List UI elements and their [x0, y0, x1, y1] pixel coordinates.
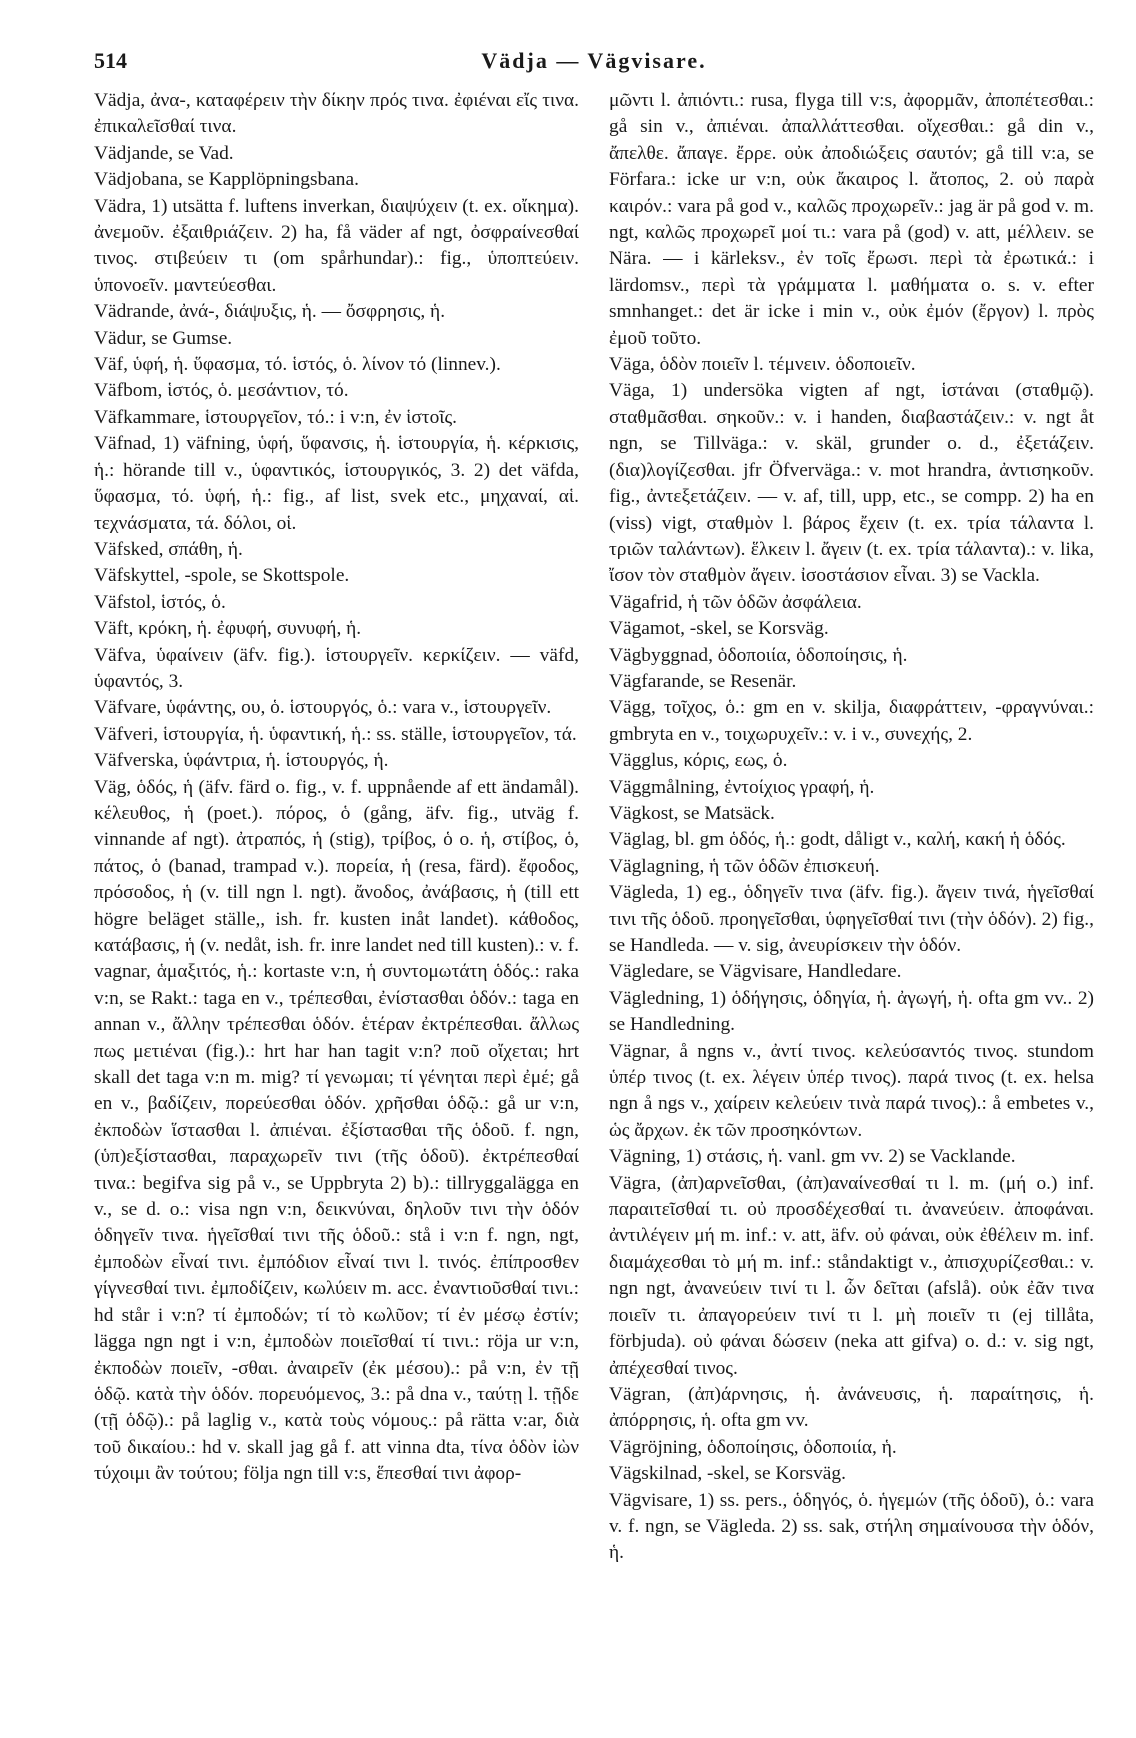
dictionary-entry: Vädur, se Gumse. [94, 327, 233, 349]
dictionary-entry: μῶντι l. ἀπιόντι.: rusa, flyga till v:s, ἀφορμᾶν, ἀποπέτεσθαι.: gå sin v., ἀπιέναι. ἀπαλλάττεσθαι. οἴχεσθαι.: gå din v., ἄπελθε. ἄπαγε. ἔρρε. οὐκ ἀποδιώξεις σαυτόν; gå till v:a, se Förfara.: icke ur v:n, οὐκ ἄκαιρος l. ἄτοπος, 2. οὐ παρὰ καιρόν.: vara på god v., καλῶς προχωρεῖν.: jag är på god v. m. ngt, καλῶς προχωρεῖ μοί τι.: vara på (god) v. att, μέλλειν. se Nära. — i kärleksv., ἐν τοῖς ἔρωσι. περὶ τὰ ἐρωτικά.: i lärdomsv., περὶ τὰ γράμματα l. μαθήματα o. s. v. efter smnhanget.: det är icke i min v., οὐκ ἐμόν (ἔργον) l. πρὸς ἐμοῦ τοῦτο. [609, 90, 1094, 349]
dictionary-entry: Väfvare, ὑφάντης, ου, ὁ. ἱστουργός, ὁ.: vara v., ἱστουργεῖν. [94, 697, 552, 719]
dictionary-entry: Vägamot, -skel, se Korsväg. [609, 618, 829, 640]
dictionary-entry: Vägskilnad, -skel, se Korsväg. [609, 1463, 846, 1485]
dictionary-entry: Väg, ὁδός, ἡ (äfv. färd o. fig., v. f. uppnående af ett ändamål). κέλευθος, ἡ (poet.). πόρος, ὁ (gång, äfv. fig., utväg f. vinnande af ngt). ἀτραπός, ἡ (stig), τρίβος, ὁ o. ἡ, στίβος, ὁ, πάτος, ὁ (banad, trampad v.). πορεία, ἡ (resa, färd). ἔφοδος, πρόσοδος, ἡ (v. till ngn l. ngt). ἄνοδος, ἀνάβασις, ἡ (till ett högre beläget ställe,, ish. fr. kusten inåt landet). κάθοδος, κατάβασις, ἡ (v. nedåt, ish. fr. inre landet ned till kusten).: v. f. vagnar, ἁμαξιτός, ἡ.: kortaste v:n, ἡ συντομωτάτη ὁδός.: raka v:n, se Rakt.: taga en v., τρέπεσθαι, ἐνίστασθαι ὁδόν.: taga en annan v., ἄλλην τρέπεσθαι ὁδόν. ἑτέραν ἐκτρέπεσθαι. ἄλλως πως μετιέναι (fig.).: hrt har han tagit v:n? ποῦ οἴχεται; hrt skall det taga v:n m. mig? τί γενωμαι; τί γένηται περὶ ἐμέ; gå en v., βαδίζειν, πορεύεσθαι ὁδόν. χρῆσθαι ὁδῷ.: gå ur v:n, ἐκποδὼν ἵστασθαι l. ἀπιέναι. ἐξίστασθαι τῆς ὁδοῦ. f. ngn, (ὑπ)εξίστασθαι, παραχωρεῖν τινι (τῆς ὁδοῦ). ἐκτρέπεσθαί τινα.: begifva sig på v., se Uppbryta 2) b).: tillryggalägga en v., se d. o.: visa ngn v:n, δεικνύναι, δηλοῦν τινι τὴν ὁδόν ὁδηγεῖν τινα. ἡγεῖσθαί τινι τῆς ὁδοῦ.: stå i v:n f. ngn, ngt, ἐμποδὼν εἶναί τινι. ἐμπόδιον εἶναί τινι l. τινός. ἐπίπροσθεν γίγνεσθαί τινι. ἐμποδίζειν, κωλύειν m. acc. ἐναντιοῦσθαί τινι.: hd står i v:n? τί ἐμποδών; τί τὸ κωλῦον; τί ἐν μέσῳ ἐστίν; lägga ngn ngt i v:n, ἐμποδὼν ποιεῖσθαί τί τινι.: röja ur v:n, ἐκποδὼν ποιεῖν, -σθαι. ἀναιρεῖν (ἐκ μέσου).: på v:n, ἐν τῇ ὁδῷ. κατὰ τὴν ὁδόν. πορευόμενος, 3.: på dna v., ταύτῃ l. τῇδε (τῇ ὁδῷ).: på laglig v., κατὰ τοὺς νόμους.: på rätta v:ar, διὰ τοῦ δικαίου.: hd v. skall jag gå f. att vinna dta, τίνα ὁδὸν ἰὼν τύχοιμι ἂν τούτου; följa ngn till v:s, ἕπεσθαί τινι ἀφορ- [94, 776, 579, 1485]
dictionary-entry: Vägleda, 1) eg., ὁδηγεῖν τινα (äfv. fig.). ἄγειν τινά, ἡγεῖσθαί τινι τῆς ὁδοῦ. προηγεῖσθαι, ὑφηγεῖσθαί τινι (τὴν ὁδόν). 2) fig., se Handleda. — v. sig, ἀνευρίσκειν τὴν ὁδόν. [609, 882, 1094, 956]
dictionary-entry: Vägg, τοῖχος, ὁ.: gm en v. skilja, διαφράττειν, -φραγνύναι.: gmbryta en v., τοιχωρυχεῖν.: v. i v., συνεχής, 2. [609, 697, 1094, 745]
dictionary-entry: Vägbyggnad, ὁδοποιία, ὁδοποίησις, ἡ. [609, 644, 908, 666]
dictionary-entry: Väfskyttel, -spole, se Skottspole. [94, 565, 350, 587]
dictionary-entry: Väglag, bl. gm ὁδός, ἡ.: godt, dåligt v., καλή, κακή ἡ ὁδός. [609, 829, 1066, 851]
dictionary-entry: Väfsked, σπάθη, ἡ. [94, 538, 243, 560]
dictionary-entry: Väfnad, 1) väfning, ὑφή, ὕφανσις, ἡ. ἱστουργία, ἡ. κέρκισις, ἡ.: hörande till v., ὑφαντικός, ἱστουργικός, 3. 2) det väfda, ὕφασμα, τό. ὑφή, ἡ.: fig., af list, svek etc., μηχαναί, αἱ. τεχνάσματα, τά. δόλοι, οἱ. [94, 433, 579, 534]
dictionary-entry: Väga, 1) undersöka vigten af ngt, ἱστάναι (σταθμῷ). σταθμᾶσθαι. σηκοῦν.: v. i handen, διαβαστάζειν.: v. ngt åt ngn, se Tillväga.: v. skäl, grunder o. d., ἐξετάζειν. (δια)λογίζεσθαι. jfr Öfverväga.: v. mot hrandra, ἀντισηκοῦν. fig., ἀντεξετάζειν. — v. af, till, upp, etc., se compp. 2) ha en (viss) vigt, σταθμὸν l. βάρος ἔχειν (t. ex. τρία τάλαντα l. τριῶν ταλάντων). ἕλκειν l. ἄγειν (t. ex. τρία τάλαντα).: v. lika, ἴσον τὸν σταθμὸν ἄγειν. ἰσοστάσιον εἶναι. 3) se Vackla. [609, 380, 1094, 587]
dictionary-entry: Väft, κρόκη, ἡ. ἐφυφή, συνυφή, ἡ. [94, 618, 362, 640]
dictionary-entry: Vägran, (ἀπ)άρνησις, ἡ. ἀνάνευσις, ἡ. παραίτησις, ἡ. ἀπόρρησις, ἡ. ofta gm vv. [609, 1383, 1094, 1432]
dictionary-entry: Väfbom, ἱστός, ὁ. μεσάντιον, τό. [94, 380, 349, 402]
left-column [94, 88, 579, 1488]
dictionary-entry: Vädrande, ἀνά-, διάψυξις, ἡ. — ὄσφρησις, ἡ. [94, 301, 446, 323]
dictionary-entry: Väfstol, ἱστός, ὁ. [94, 591, 226, 613]
dictionary-entry: Vägfarande, se Resenär. [609, 670, 797, 692]
dictionary-entry: Vädjande, se Vad. [94, 142, 234, 164]
dictionary-entry: Vädja, ἀνα-, καταφέρειν τὴν δίκην πρός τινα. ἐφιέναι εἴς τινα. ἐπικαλεῖσθαί τινα. [94, 90, 579, 138]
dictionary-entry: Vägledning, 1) ὁδήγησις, ὁδηγία, ἡ. ἀγωγή, ἡ. ofta gm vv.. 2) se Handledning. [609, 987, 1094, 1036]
dictionary-entry: Vägra, (ἀπ)αρνεῖσθαι, (ἀπ)αναίνεσθαί τι l. m. (μή o.) inf. παραιτεῖσθαί τι. οὐ προσδέχεσθαί τι. ἀνανεύειν. ἀποφάναι. ἀντιλέγειν μή m. inf.: v. att, äfv. οὐ φάναι, οὐκ ἐθέλειν m. inf. διαμάχεσθαι τὸ μή m. inf.: ståndaktigt v., ἀπισχυρίζεσθαι.: v. ngn ngt, ἀνανεύειν τινί τι l. ὧν δεῖται (afslå). οὐκ ἐᾶν τινα ποιεῖν τι. ἀπαγορεύειν τινί τι l. μὴ ποιεῖν τι (ej tillåta, förbjuda). οὐ φάναι δώσειν (neka att gifva) o. d.: v. sig ngt, ἀπέχεσθαί τινος. [609, 1172, 1094, 1379]
dictionary-body [94, 88, 1094, 1708]
dictionary-entry: Vägröjning, ὁδοποίησις, ὁδοποιία, ἡ. [609, 1436, 897, 1458]
right-column [609, 88, 1094, 1567]
dictionary-entry: Väfva, ὑφαίνειν (äfv. fig.). ἱστουργεῖν. κερκίζειν. — väfd, ὑφαντός, 3. [94, 644, 579, 692]
dictionary-entry: Vägkost, se Matsäck. [609, 802, 775, 824]
dictionary-entry: Väga, ὁδὸν ποιεῖν l. τέμνειν. ὁδοποιεῖν. [609, 354, 916, 376]
dictionary-entry: Väfkammare, ἱστουργεῖον, τό.: i v:n, ἐν ἱστοῖς. [94, 406, 458, 428]
dictionary-entry: Väglagning, ἡ τῶν ὁδῶν ἐπισκευή. [609, 855, 880, 877]
dictionary-entry: Vägledare, se Vägvisare, Handledare. [609, 961, 902, 983]
dictionary-entry: Vägafrid, ἡ τῶν ὁδῶν ἀσφάλεια. [609, 591, 862, 613]
dictionary-entry: Väggmålning, ἐντοίχιος γραφή, ἡ. [609, 776, 875, 798]
dictionary-entry: Vägnar, å ngns v., ἀντί τινος. κελεύσαντός τινος. stundom ὑπέρ τινος (t. ex. λέγειν ὑπέρ τινος). παρά τινος (t. ex. helsa ngn å ngs v., χαίρειν κελεύειν τινὰ παρά τινος).: å embetes v., ὡς ἄρχων. ἐκ τῶν προσηκόντων. [609, 1040, 1094, 1141]
dictionary-entry: Vägglus, κόρις, εως, ὁ. [609, 750, 788, 772]
page-number: 514 [94, 48, 127, 73]
page-header [94, 40, 1094, 80]
dictionary-entry: Vädra, 1) utsätta f. luftens inverkan, διαψύχειν (t. ex. οἴκημα). ἀνεμοῦν. ἐξαιθριάζειν. 2) ha, få väder af ngt, ὀσφραίνεσθαί τινος. στιβεύειν τι (om spårhundar).: fig., ὑποπτεύειν. ὑπονοεῖν. μαντεύεσθαι. [94, 195, 579, 296]
dictionary-entry: Väfveri, ἱστουργία, ἡ. ὑφαντική, ἡ.: ss. ställe, ἱστουργεῖον, τά. [94, 723, 577, 745]
running-head: Vädja — Vägvisare. [481, 48, 707, 73]
dictionary-entry: Väfverska, ὑφάντρια, ἡ. ἱστουργός, ἡ. [94, 750, 389, 772]
dictionary-entry: Väf, ὑφή, ἡ. ὕφασμα, τό. ἱστός, ὁ. λίνον τό (linnev.). [94, 354, 501, 376]
dictionary-entry: Vägning, 1) στάσις, ἡ. vanl. gm vv. 2) se Vacklande. [609, 1146, 1016, 1168]
dictionary-entry: Vägvisare, 1) ss. pers., ὁδηγός, ὁ. ἡγεμών (τῆς ὁδοῦ), ὁ.: vara v. f. ngn, se Vägleda. 2) ss. sak, στήλη σημαίνουσα τὴν ὁδόν, ἡ. [609, 1489, 1094, 1564]
dictionary-entry: Vädjobana, se Kapplöpningsbana. [94, 169, 359, 191]
